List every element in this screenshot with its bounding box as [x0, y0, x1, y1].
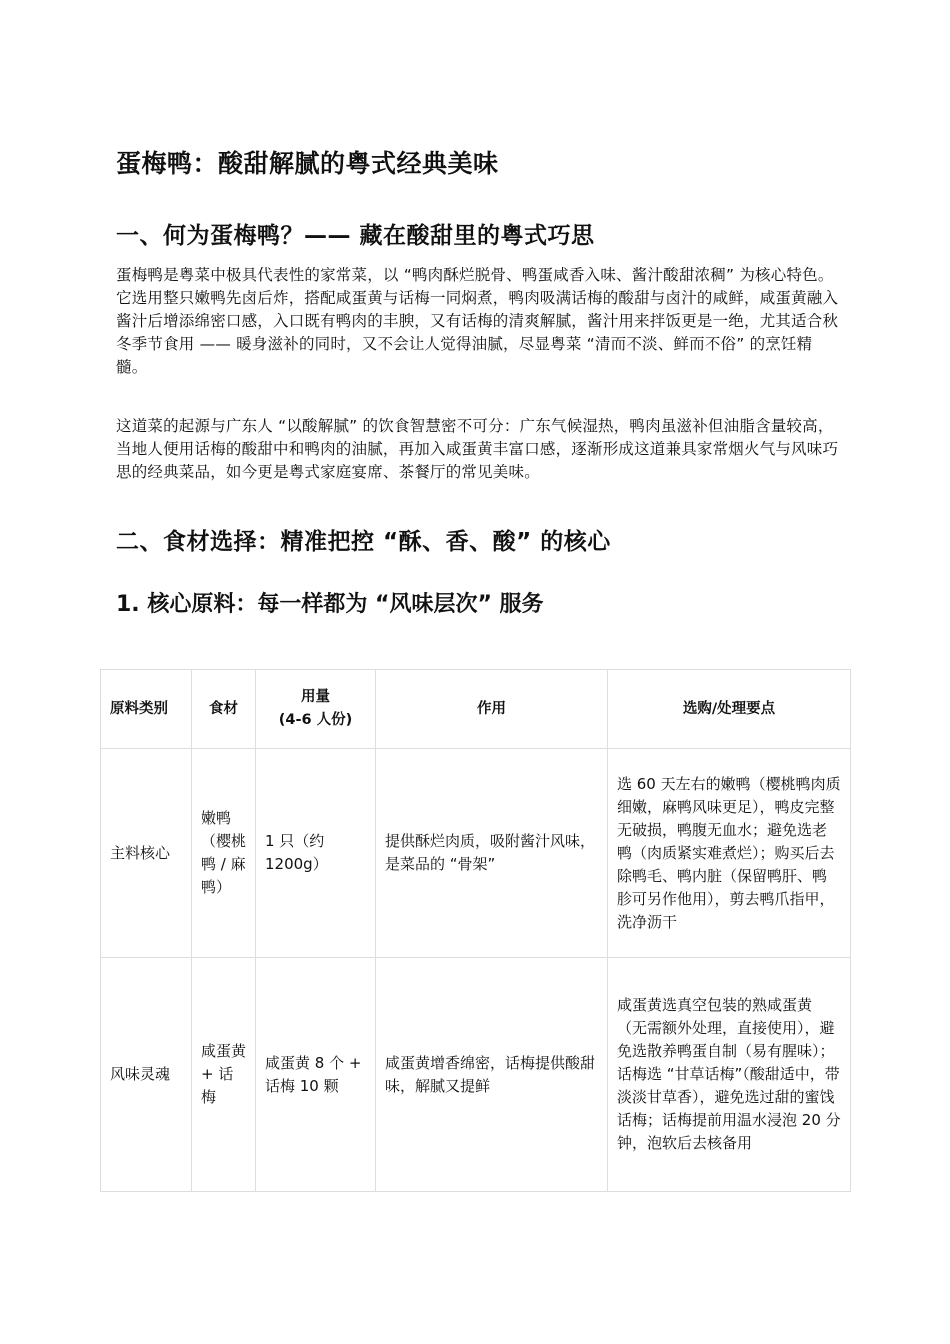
table-header-row — [101, 670, 851, 749]
header-tips: 选购/处理要点 — [608, 670, 851, 749]
cell-tips: 咸蛋黄选真空包装的熟咸蛋黄（无需额外处理，直接使用），避免选散养鸭蛋自制（易有腥味）；话梅选 “甘草话梅”（酸甜适中，带淡淡甘草香），避免选过甜的蜜饯话梅；话梅提前用温水浸泡 20 分钟，泡软后去核备用 — [608, 958, 851, 1192]
table-row — [101, 749, 851, 958]
cell-ingredient: 嫩鸭（樱桃鸭 / 麻鸭） — [192, 749, 256, 958]
section-heading-ingredients: 二、食材选择：精准把控 “酥、香、酸” 的核心 — [116, 529, 611, 555]
cell-function: 提供酥烂肉质，吸附酱汁风味，是菜品的 “骨架” — [376, 749, 608, 958]
cell-category: 主料核心 — [101, 749, 192, 958]
header-category: 原料类别 — [101, 670, 192, 749]
cell-ingredient: 咸蛋黄 + 话梅 — [192, 958, 256, 1192]
intro-paragraph: 蛋梅鸭是粤菜中极具代表性的家常菜，以 “鸭肉酥烂脱骨、鸭蛋咸香入味、酱汁酸甜浓稠” 为核心特色。它选用整只嫩鸭先卤后炸，搭配咸蛋黄与话梅一同焖煮，鸭肉吸满话梅的酸甜与卤汁的咸鲜，咸蛋黄融入酱汁后增添绵密口感，入口既有鸭肉的丰腴，又有话梅的清爽解腻，酱汁用来拌饭更是一绝，尤其适合秋冬季节食用 —— 暖身滋补的同时，又不会让人觉得油腻，尽显粤菜 “清而不淡、鲜而不俗” 的烹饪精髓。 — [116, 266, 839, 376]
cell-amount: 咸蛋黄 8 个 + 话梅 10 颗 — [256, 958, 376, 1192]
header-function: 作用 — [376, 670, 608, 749]
cell-amount: 1 只（约 1200g） — [256, 749, 376, 958]
table-row — [101, 958, 851, 1192]
ingredients-table — [100, 669, 851, 1192]
cell-function: 咸蛋黄增香绵密，话梅提供酸甜味，解腻又提鲜 — [376, 958, 608, 1192]
header-amount-label: 用量 — [301, 689, 330, 705]
header-amount — [256, 670, 376, 749]
cell-tips: 选 60 天左右的嫩鸭（樱桃鸭肉质细嫩，麻鸭风味更足），鸭皮完整无破损，鸭腹无血水；避免选老鸭（肉质紧实难煮烂）；购买后去除鸭毛、鸭内脏（保留鸭肝、鸭胗可另作他用），剪去鸭爪指甲，洗净沥干 — [608, 749, 851, 958]
header-amount-servings: (4-6 人份) — [278, 712, 353, 728]
section-heading-what-is: 一、何为蛋梅鸭？—— 藏在酸甜里的粤式巧思 — [116, 223, 595, 249]
page-title: 蛋梅鸭：酸甜解腻的粤式经典美味 — [116, 149, 499, 178]
subsection-heading-core-ingredients: 1. 核心原料：每一样都为 “风味层次” 服务 — [116, 592, 544, 617]
origin-paragraph: 这道菜的起源与广东人 “以酸解腻” 的饮食智慧密不可分：广东气候湿热，鸭肉虽滋补但油脂含量较高，当地人便用话梅的酸甜中和鸭肉的油腻，再加入咸蛋黄丰富口感，逐渐形成这道兼具家常烟火气与风味巧思的经典菜品，如今更是粤式家庭宴席、茶餐厅的常见美味。 — [116, 417, 839, 481]
header-ingredient: 食材 — [192, 670, 256, 749]
cell-category: 风味灵魂 — [101, 958, 192, 1192]
